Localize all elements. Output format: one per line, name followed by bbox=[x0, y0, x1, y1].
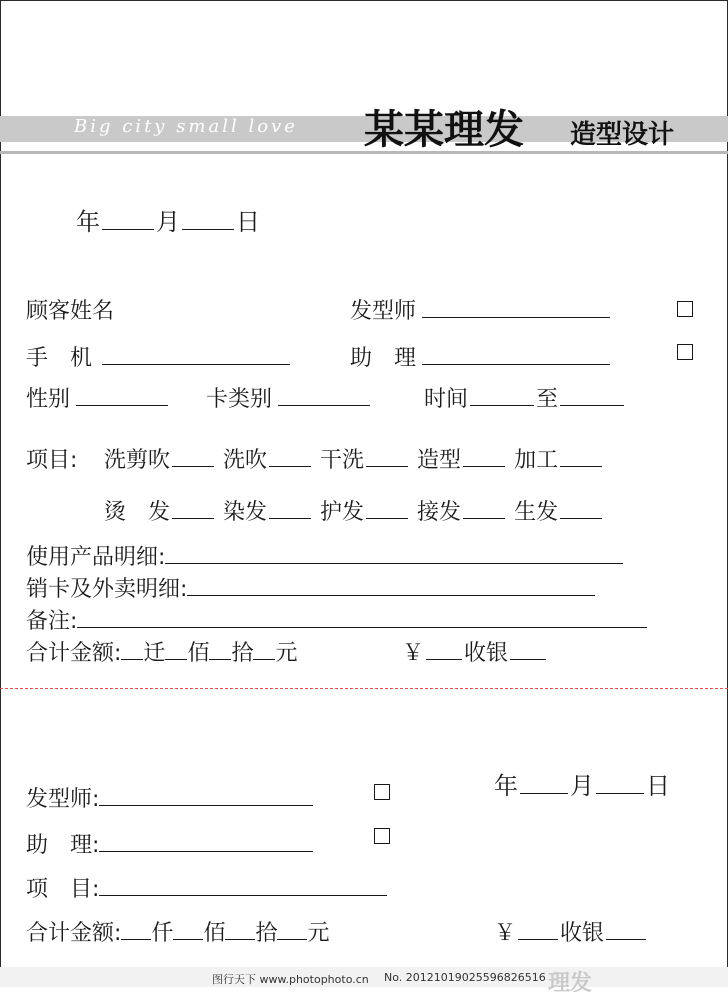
service-row-1 bbox=[104, 443, 604, 474]
yen-blank[interactable] bbox=[426, 639, 462, 660]
service-1-3-blank[interactable] bbox=[366, 446, 408, 467]
bottom-bai-blank[interactable] bbox=[173, 919, 203, 940]
time-to-label: 至 bbox=[536, 387, 559, 412]
top-date bbox=[76, 202, 260, 237]
footer-site: 图行天下 www.photophoto.cn bbox=[212, 973, 369, 986]
bottom-date-year: 年 bbox=[494, 772, 518, 800]
bottom-stylist-label: 发型师: bbox=[26, 787, 100, 812]
stylist-checkbox[interactable] bbox=[677, 301, 693, 317]
bottom-qian-blank[interactable] bbox=[121, 919, 151, 940]
service-2-5-blank[interactable] bbox=[560, 498, 602, 519]
service-1-5-blank[interactable] bbox=[560, 446, 602, 467]
bottom-assistant-blank[interactable] bbox=[99, 831, 313, 852]
time-end-blank[interactable] bbox=[560, 385, 624, 406]
card-sale-detail-blank[interactable] bbox=[187, 575, 595, 596]
yen-sign: ￥ bbox=[402, 641, 425, 666]
gender-label: 性别 bbox=[26, 387, 71, 412]
cashier-label: 收银 bbox=[464, 641, 509, 666]
stylist-label: 发型师 bbox=[350, 299, 417, 324]
product-detail-blank[interactable] bbox=[165, 543, 623, 564]
bottom-date bbox=[494, 766, 670, 801]
bottom-shi-blank[interactable] bbox=[225, 919, 255, 940]
bottom-year-blank[interactable] bbox=[520, 773, 568, 794]
service-row-2 bbox=[104, 495, 604, 526]
service-1-4: 造型 bbox=[417, 448, 462, 473]
gender-field bbox=[26, 382, 170, 413]
footer-ghost-logo: 理发 bbox=[548, 971, 593, 996]
bottom-total-label: 合计金额: bbox=[26, 921, 122, 946]
top-total-field bbox=[26, 636, 297, 667]
bottom-assistant-label: 助 理: bbox=[26, 833, 100, 858]
bottom-assistant-field bbox=[26, 828, 315, 859]
bottom-cashier-blank[interactable] bbox=[606, 919, 646, 940]
bottom-cashier-field bbox=[494, 916, 648, 947]
year-blank[interactable] bbox=[102, 209, 154, 230]
notes-label: 备注: bbox=[26, 609, 78, 634]
bottom-qian-label: 仟 bbox=[151, 921, 174, 946]
top-cashier-field bbox=[402, 636, 548, 667]
qian-blank[interactable] bbox=[121, 639, 143, 660]
service-1-1: 洗剪吹 bbox=[104, 448, 171, 473]
date-month: 月 bbox=[156, 208, 180, 236]
service-1-5: 加工 bbox=[514, 448, 559, 473]
card-sale-detail-field bbox=[26, 572, 597, 603]
service-2-4: 接发 bbox=[417, 500, 462, 525]
yuan-blank[interactable] bbox=[253, 639, 275, 660]
gender-blank[interactable] bbox=[76, 385, 168, 406]
bottom-stylist-blank[interactable] bbox=[99, 785, 313, 806]
bottom-item-label: 项 目: bbox=[26, 877, 100, 902]
yuan-label: 元 bbox=[275, 641, 298, 666]
bottom-yen-sign: ￥ bbox=[494, 921, 517, 946]
date-day: 日 bbox=[236, 208, 260, 236]
phone-label: 手 机 bbox=[26, 346, 93, 371]
service-1-2: 洗吹 bbox=[223, 448, 268, 473]
service-1-2-blank[interactable] bbox=[269, 446, 311, 467]
bottom-month-blank[interactable] bbox=[596, 773, 644, 794]
service-2-4-blank[interactable] bbox=[463, 498, 505, 519]
footer-number: No. 20121019025596826516 bbox=[384, 971, 546, 984]
shi-label: 拾 bbox=[231, 641, 254, 666]
bai-blank[interactable] bbox=[165, 639, 187, 660]
service-2-2: 染发 bbox=[223, 500, 268, 525]
total-label: 合计金额: bbox=[26, 641, 122, 666]
customer-name-label: 顾客姓名 bbox=[26, 299, 115, 324]
bottom-bai-label: 佰 bbox=[203, 921, 226, 946]
card-type-blank[interactable] bbox=[278, 385, 370, 406]
bottom-yuan-blank[interactable] bbox=[277, 919, 307, 940]
shi-blank[interactable] bbox=[209, 639, 231, 660]
stylist-blank[interactable] bbox=[422, 297, 610, 318]
service-2-3-blank[interactable] bbox=[366, 498, 408, 519]
phone-blank[interactable] bbox=[102, 344, 290, 365]
assistant-blank[interactable] bbox=[422, 344, 610, 365]
brand-subtitle: 造型设计 bbox=[570, 120, 675, 150]
bai-label: 佰 bbox=[187, 641, 210, 666]
notes-blank[interactable] bbox=[77, 607, 647, 628]
bottom-date-day: 日 bbox=[646, 772, 670, 800]
service-2-1: 烫 发 bbox=[104, 500, 171, 525]
notes-field bbox=[26, 604, 649, 635]
assistant-label: 助 理 bbox=[350, 346, 417, 371]
time-label: 时间 bbox=[424, 387, 469, 412]
assistant-checkbox[interactable] bbox=[677, 344, 693, 360]
bottom-item-field bbox=[26, 872, 389, 903]
bottom-cashier-label: 收银 bbox=[560, 921, 605, 946]
qian-label: 迁 bbox=[143, 641, 166, 666]
assistant-field bbox=[350, 341, 612, 372]
service-1-1-blank[interactable] bbox=[172, 446, 214, 467]
bottom-stylist-field bbox=[26, 782, 315, 813]
items-label: 项目: bbox=[26, 448, 78, 473]
service-2-5: 生发 bbox=[514, 500, 559, 525]
bottom-yen-blank[interactable] bbox=[518, 919, 558, 940]
phone-field bbox=[26, 341, 292, 372]
date-year: 年 bbox=[76, 208, 100, 236]
bottom-shi-label: 拾 bbox=[255, 921, 278, 946]
month-blank[interactable] bbox=[182, 209, 234, 230]
service-1-4-blank[interactable] bbox=[463, 446, 505, 467]
service-1-3: 干洗 bbox=[320, 448, 365, 473]
card-type-label: 卡类别 bbox=[206, 387, 273, 412]
stylist-field bbox=[350, 294, 612, 325]
card-sale-detail-label: 销卡及外卖明细: bbox=[26, 577, 188, 602]
bottom-yuan-label: 元 bbox=[307, 921, 330, 946]
brand-name: 某某理发 bbox=[364, 107, 524, 153]
bottom-item-blank[interactable] bbox=[99, 875, 387, 896]
bottom-stylist-checkbox[interactable] bbox=[374, 784, 390, 800]
bottom-total-field bbox=[26, 916, 329, 947]
tear-line bbox=[0, 688, 728, 689]
card-type-field bbox=[206, 382, 372, 413]
product-detail-field bbox=[26, 540, 625, 571]
service-2-2-blank[interactable] bbox=[269, 498, 311, 519]
time-start-blank[interactable] bbox=[470, 385, 534, 406]
bottom-date-month: 月 bbox=[570, 772, 594, 800]
bottom-assistant-checkbox[interactable] bbox=[374, 828, 390, 844]
header-slogan: Big city small love bbox=[74, 116, 298, 137]
service-2-1-blank[interactable] bbox=[172, 498, 214, 519]
product-detail-label: 使用产品明细: bbox=[26, 545, 166, 570]
time-field bbox=[424, 382, 626, 413]
service-2-3: 护发 bbox=[320, 500, 365, 525]
cashier-blank[interactable] bbox=[510, 639, 546, 660]
